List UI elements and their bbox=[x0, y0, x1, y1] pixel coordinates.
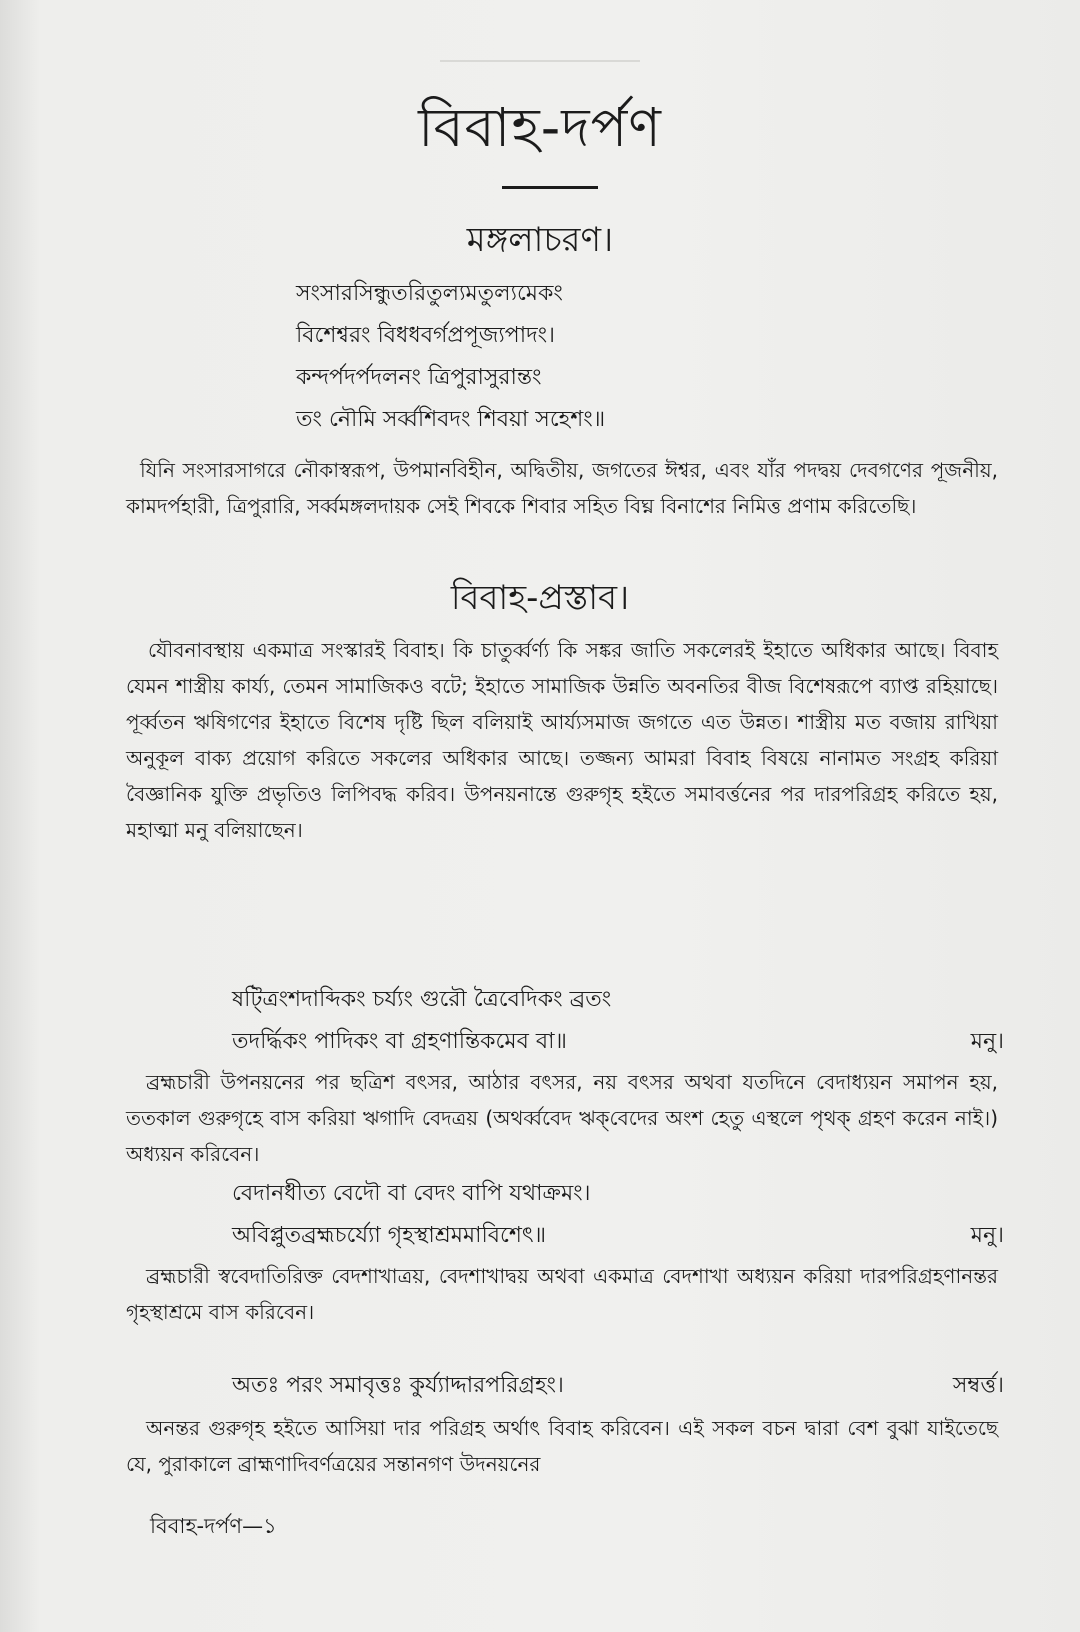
verse-3-line-1: বেদানধীত্য বেদৌ বা বেদং বাপি যথাক্রমং। bbox=[232, 1181, 591, 1206]
paragraph-invocation: যিনি সংসারসাগরে নৌকাস্বরূপ, উপমানবিহীন, অদ্বিতীয়, জগতের ঈশ্বর, এবং যাঁর পদদ্বয় দেবগণের পূজনীয়, কামদর্পহারী, ত্রিপুরারি, সর্ব্বমঙ্গলদায়ক সেই শিবকে শিবার সহিত বিঘ্ন বিনাশের নিমিত্ত প্রণাম করিতেছি। bbox=[126, 458, 998, 518]
verse-4-source: সম্বর্ত্ত। bbox=[952, 1373, 1004, 1398]
verse-2-source: মনু। bbox=[970, 1029, 1004, 1054]
paragraph-brahmachari-2: ব্রহ্মচারী স্ববেদাতিরিক্ত বেদশাখাত্রয়, বেদশাখাদ্বয় অথবা একমাত্র বেদশাখা অধ্যয়ন করিয়া দারপরিগ্রহণানন্তর গৃহস্থাশ্রমে বাস করিবেন। bbox=[126, 1264, 998, 1324]
paragraph-prastav: যৌবনাবস্থায় একমাত্র সংস্কারই বিবাহ। কি চাতুর্ব্বর্ণ্য কি সঙ্কর জাতি সকলেরই ইহাতে অধিকার আছে। বিবাহ যেমন শাস্ত্রীয় কার্য্য, তেমন সামাজিকও বটে; ইহাতে সামাজিক উন্নতি অবনতির বীজ বিশেষরূপে ব্যাপ্ত রহিয়াছে। পূর্ব্বতন ঋষিগণের ইহাতে বিশেষ দৃষ্টি ছিল বলিয়াই আর্য্যসমাজ জগতে এত উন্নত। শাস্ত্রীয় মত বজায় রাখিয়া অনুকূল বাক্য প্রয়োগ করিতে সকলের অধিকার আছে। তজ্জন্য আমরা বিবাহ বিষয়ে নানামত সংগ্রহ করিয়া বৈজ্ঞানিক যুক্তি প্রভৃতিও লিপিবদ্ধ করিব। উপনয়নান্তে গুরুগৃহ হইতে সমাবর্ত্তনের পর দারপরিগ্রহ করিতে হয়, মহাত্মা মনু বলিয়াছেন। bbox=[126, 638, 998, 842]
book-title: বিবাহ-দর্পণ bbox=[418, 96, 662, 159]
verse-1-line-3: কন্দর্পদর্পদলনং ত্রিপুরাসুরান্তং bbox=[296, 365, 542, 390]
verse-4-line-1: অতঃ পরং সমাবৃত্তঃ কুর্য্যাদ্দারপরিগ্রহং। bbox=[232, 1373, 564, 1398]
verse-1-line-4: তং নৌমি সর্ব্বশিবদং শিবয়া সহেশং॥ bbox=[296, 407, 606, 432]
bleed-through-header bbox=[440, 60, 640, 80]
verse-1-line-2: বিশেশ্বরং বিধধবর্গপ্রপূজ্যপাদং। bbox=[296, 323, 556, 348]
paragraph-brahmachari-1: ব্রহ্মচারী উপনয়নের পর ছত্রিশ বৎসর, আঠার বৎসর, নয় বৎসর অথবা যতদিনে বেদাধ্যয়ন সমাপন হয়, ততকাল গুরুগৃহে বাস করিয়া ঋগাদি বেদত্রয় (অথর্ব্ববেদ ঋক্‌বেদের অংশ হেতু এস্থলে পৃথক্ গ্রহণ করেন নাই।) অধ্যয়ন করিবেন। bbox=[126, 1070, 998, 1166]
title-rule bbox=[502, 186, 598, 189]
verse-2-line-1: ষট্ত্রিংশদাব্দিকং চর্য্যং গুরৌ ত্রৈবেদিকং ব্রতং bbox=[232, 987, 612, 1012]
verse-2-line-2: তদর্দ্ধিকং পাদিকং বা গ্রহণান্তিকমেব বা॥ bbox=[232, 1029, 567, 1054]
page-footer: বিবাহ-দর্পণ—১ bbox=[150, 1514, 277, 1538]
paragraph-samavartan: অনন্তর গুরুগৃহ হইতে আসিয়া দার পরিগ্রহ অর্থাৎ বিবাহ করিবেন। এই সকল বচন দ্বারা বেশ বুঝা যাইতেছে যে, পুরাকালে ব্রাহ্মণাদিবর্ণত্রয়ের সন্তানগণ উদনয়নের bbox=[126, 1416, 998, 1476]
verse-3-source: মনু। bbox=[970, 1223, 1004, 1248]
section-heading-prastav: বিবাহ-প্রস্তাব। bbox=[450, 578, 630, 618]
section-heading-mangalacharan: মঙ্গলাচরণ। bbox=[466, 220, 614, 260]
verse-1-line-1: সংসারসিন্ধুতরিতুল্যমতুল্যমেকং bbox=[296, 281, 563, 306]
verse-3-line-2: অবিপ্লুতব্রহ্মচর্য্যো গৃহস্থাশ্রমমাবিশেৎ॥ bbox=[232, 1223, 547, 1248]
